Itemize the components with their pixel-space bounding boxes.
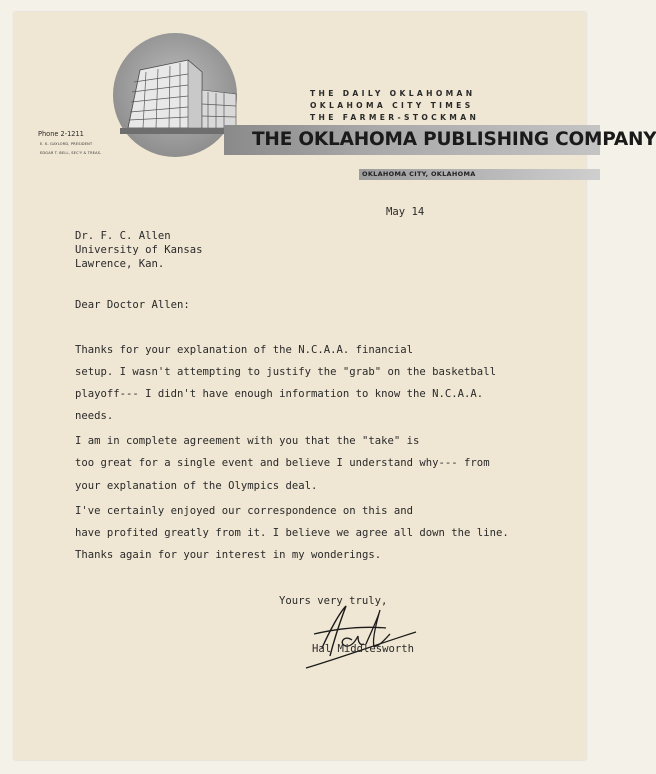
body-line: I've certainly enjoyed our correspondence on this and <box>75 505 414 517</box>
officer-line: EDGAR T. BELL, SEC'Y & TREAS. <box>40 151 102 155</box>
handwritten-signature <box>300 600 430 670</box>
newspaper-title: THE FARMER-STOCKMAN <box>310 113 480 122</box>
company-name: THE OKLAHOMA PUBLISHING COMPANY <box>252 129 656 150</box>
body-line: I am in complete agreement with you that the "take" is <box>75 435 420 447</box>
body-line: too great for a single event and believe I understand why--- from <box>75 457 490 469</box>
signer-name: Hal Middlesworth <box>312 643 415 655</box>
phone-number: Phone 2-1211 <box>38 130 84 138</box>
body-line: setup. I wasn't attempting to justify the "grab" on the basketball <box>75 366 496 378</box>
body-line: Thanks again for your interest in my wonderings. <box>75 549 382 561</box>
officer-line: E. K. GAYLORD, PRESIDENT <box>40 142 93 146</box>
body-line: needs. <box>75 410 114 422</box>
newspaper-title: THE DAILY OKLAHOMAN <box>310 89 476 98</box>
salutation: Dear Doctor Allen: <box>75 299 190 311</box>
body-line: Thanks for your explanation of the N.C.A.A. financial <box>75 344 414 356</box>
letter-date: May 14 <box>386 206 425 218</box>
company-city: OKLAHOMA CITY, OKLAHOMA <box>362 170 476 178</box>
building-emblem-icon <box>110 30 240 160</box>
address-line: University of Kansas <box>75 244 203 256</box>
body-line: your explanation of the Olympics deal. <box>75 480 318 492</box>
address-line: Dr. F. C. Allen <box>75 230 171 242</box>
body-line: have profited greatly from it. I believe we agree all down the line. <box>75 527 509 539</box>
closing: Yours very truly, <box>279 595 388 607</box>
address-line: Lawrence, Kan. <box>75 258 165 270</box>
body-line: playoff--- I didn't have enough information to know the N.C.A.A. <box>75 388 484 400</box>
newspaper-title: OKLAHOMA CITY TIMES <box>310 101 474 110</box>
